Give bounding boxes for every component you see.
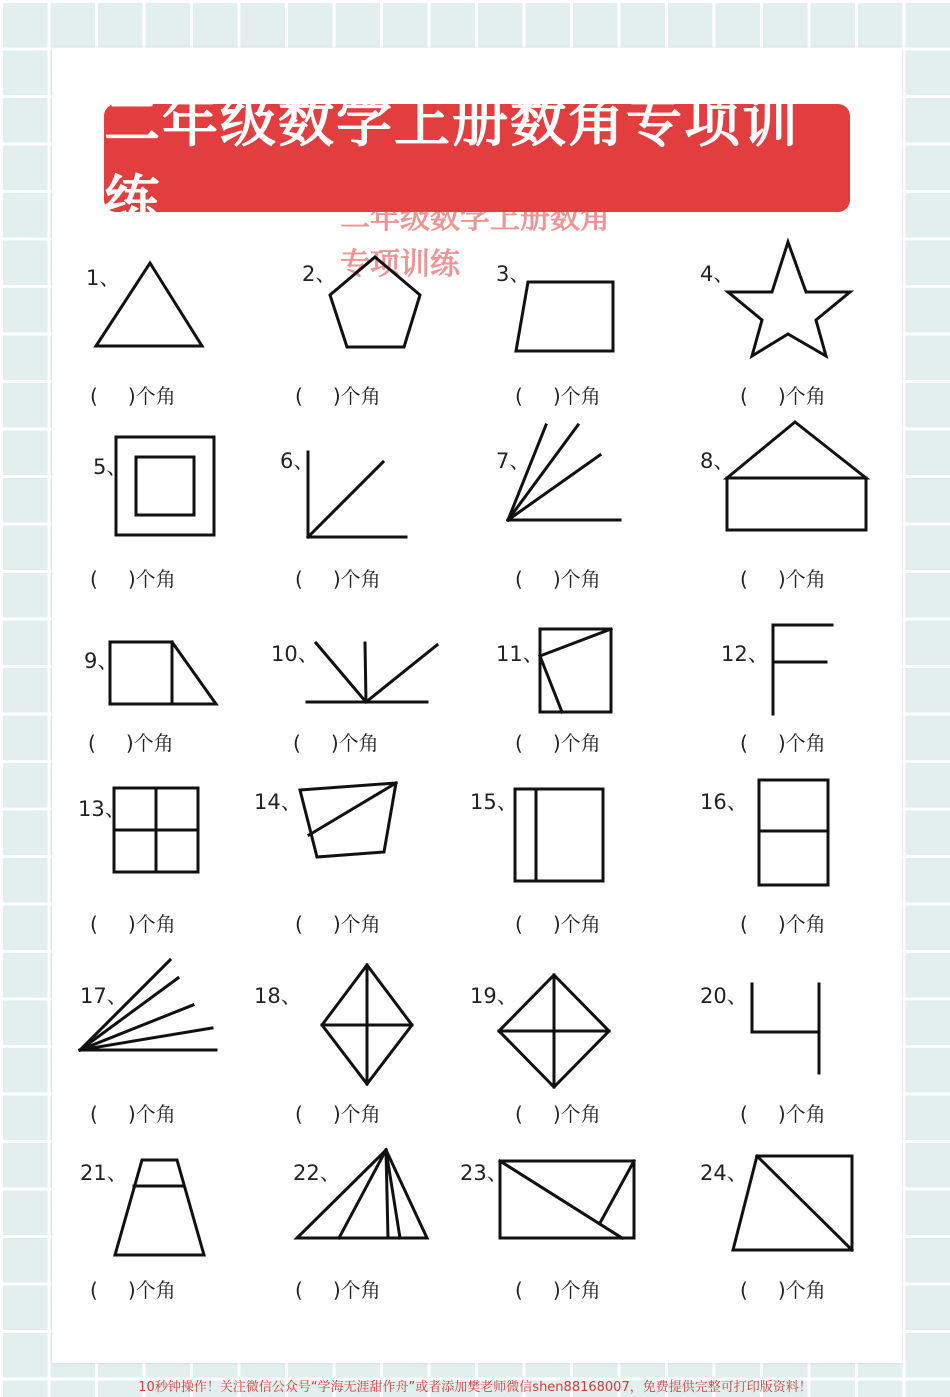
figure-8-body [727, 478, 866, 530]
answer-blank[interactable]: ( )个角 [88, 731, 174, 755]
figure-15-rectangle [515, 789, 603, 881]
answer-blank[interactable]: ( )个角 [295, 912, 381, 936]
answer-blank[interactable]: ( )个角 [295, 1278, 381, 1302]
item-number: 2、 [302, 262, 337, 286]
answer-blank[interactable]: ( )个角 [740, 567, 826, 591]
figure-3-quadrilateral [516, 282, 613, 351]
figure-7-ray [508, 425, 578, 520]
item-number: 5、 [93, 455, 128, 479]
figure-10-ray [366, 645, 437, 702]
item-number: 23、 [460, 1161, 508, 1185]
item-number: 16、 [700, 790, 748, 814]
page-title: 二年级数学上册数角专项训练 [104, 90, 800, 235]
item-number: 17、 [80, 984, 128, 1008]
answer-blank[interactable]: ( )个角 [90, 567, 176, 591]
figure-9-square [110, 642, 172, 704]
title-reflection: 二年级数学上册数角专项训练 [340, 201, 610, 282]
item-number: 9、 [84, 649, 119, 673]
item-number: 13、 [78, 797, 126, 821]
item-number: 10、 [271, 642, 319, 666]
item-number: 8、 [700, 449, 735, 473]
figure-17-ray [80, 978, 178, 1050]
figure-20-bracket [752, 984, 819, 1032]
figure-5-inner-square [136, 457, 194, 515]
answer-blank[interactable]: ( )个角 [740, 912, 826, 936]
figure-8-roof [727, 422, 866, 478]
item-number: 24、 [700, 1161, 748, 1185]
answer-blank[interactable]: ( )个角 [90, 912, 176, 936]
answer-blank[interactable]: ( )个角 [740, 384, 826, 408]
answer-blank[interactable]: ( )个角 [295, 1102, 381, 1126]
item-number: 6、 [280, 449, 315, 473]
figure-5-outer-square [116, 437, 214, 535]
item-number: 22、 [293, 1161, 341, 1185]
item-number: 4、 [700, 262, 735, 286]
item-number: 7、 [496, 449, 531, 473]
answer-blank[interactable]: ( )个角 [740, 1278, 826, 1302]
figure-21-trapezoid [115, 1160, 204, 1255]
figure-10-ray [316, 643, 366, 702]
item-number: 18、 [254, 984, 302, 1008]
item-number: 12、 [721, 642, 769, 666]
figure-11-segment [540, 656, 562, 712]
answer-blank[interactable]: ( )个角 [515, 1278, 601, 1302]
figure-24-quadrilateral [733, 1156, 852, 1250]
item-number: 15、 [470, 790, 518, 814]
footer-notice: 10秒钟操作！关注微信公众号“学海无涯甜作舟”或者添加樊老师微信shen88168007，免费提供完整可打印版资料！ [138, 1380, 812, 1395]
answer-blank[interactable]: ( )个角 [515, 731, 601, 755]
figure-2-pentagon [330, 257, 420, 347]
answer-blank[interactable]: ( )个角 [90, 384, 176, 408]
figure-24-diagonal [757, 1156, 852, 1250]
answer-blank[interactable]: ( )个角 [515, 912, 601, 936]
item-number: 19、 [470, 984, 518, 1008]
item-number: 1、 [86, 266, 121, 290]
answer-blank[interactable]: ( )个角 [90, 1278, 176, 1302]
item-number: 11、 [496, 642, 544, 666]
figure-1-triangle [96, 263, 202, 346]
figure-17-ray [80, 1005, 193, 1050]
answer-blank[interactable]: ( )个角 [515, 1102, 601, 1126]
figure-14-diagonal [309, 783, 396, 835]
answer-blank[interactable]: ( )个角 [293, 731, 379, 755]
item-number: 20、 [700, 984, 748, 1008]
figure-11-segment [540, 629, 611, 656]
answer-blank[interactable]: ( )个角 [740, 1102, 826, 1126]
answer-blank[interactable]: ( )个角 [295, 384, 381, 408]
figure-9-triangle [172, 642, 216, 704]
figure-23-segment [500, 1161, 622, 1238]
figure-6-ray [308, 462, 383, 537]
item-number: 14、 [254, 790, 302, 814]
figure-10-ray [365, 643, 366, 702]
figure-12-f-shape [773, 625, 832, 714]
answer-blank[interactable]: ( )个角 [90, 1102, 176, 1126]
figure-23-segment [600, 1161, 634, 1223]
figure-4-star [728, 242, 850, 356]
answer-blank[interactable]: ( )个角 [740, 731, 826, 755]
answer-blank[interactable]: ( )个角 [515, 384, 601, 408]
answer-blank[interactable]: ( )个角 [295, 567, 381, 591]
answer-blank[interactable]: ( )个角 [515, 567, 601, 591]
item-number: 3、 [496, 262, 531, 286]
figure-22-segment [339, 1150, 386, 1238]
item-number: 21、 [80, 1161, 128, 1185]
figure-14-quadrilateral [300, 783, 396, 857]
